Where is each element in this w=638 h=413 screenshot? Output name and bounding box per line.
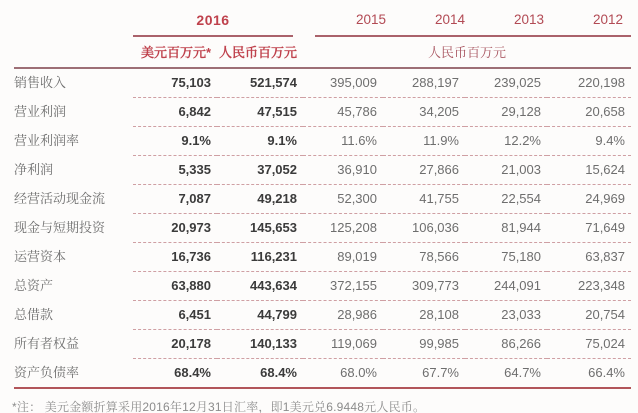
row-label: 现金与短期投资 xyxy=(14,220,106,235)
row-label: 总借款 xyxy=(14,307,54,322)
cell-value: 16,736 xyxy=(133,243,217,272)
cell-value: 28,108 xyxy=(383,301,465,330)
cell-value: 34,205 xyxy=(383,98,465,127)
cell-value: 20,973 xyxy=(133,214,217,243)
cell-value: 68.4% xyxy=(174,365,211,380)
cell-value: 86,266 xyxy=(465,330,547,359)
cell-value: 9.4% xyxy=(547,127,631,156)
cell-value: 145,653 xyxy=(217,214,303,243)
cell-value: 68.4% xyxy=(260,365,297,380)
cell-value: 15,624 xyxy=(547,156,631,185)
row-label: 经营活动现金流 xyxy=(14,191,106,206)
cell-value: 125,208 xyxy=(303,214,383,243)
cell-value: 6,842 xyxy=(133,98,217,127)
cell-value: 29,128 xyxy=(465,98,547,127)
column-group-2016: 2016 xyxy=(133,8,293,37)
cell-value: 67.7% xyxy=(422,365,459,380)
year-header-2015: 2015 xyxy=(355,12,386,27)
cell-value: 11.9% xyxy=(383,127,465,156)
cell-value: 66.4% xyxy=(588,365,625,380)
header-spacer xyxy=(14,8,133,37)
cell-value: 23,033 xyxy=(465,301,547,330)
row-label: 运营资本 xyxy=(14,249,67,264)
financial-table xyxy=(14,8,631,389)
cell-value: 75,103 xyxy=(133,69,217,98)
cell-value: 119,069 xyxy=(303,330,383,359)
cell-value: 11.6% xyxy=(303,127,383,156)
column-group-prior-years xyxy=(315,8,631,37)
cell-value: 244,091 xyxy=(465,272,547,301)
cell-value: 9.1% xyxy=(217,127,303,156)
cell-value: 75,024 xyxy=(547,330,631,359)
subheader-prior-years-rmb-millions: 人民币百万元 xyxy=(427,45,506,60)
year-header-2013: 2013 xyxy=(513,12,544,27)
cell-value: 68.0% xyxy=(340,365,377,380)
cell-value: 28,986 xyxy=(303,301,383,330)
cell-value: 36,910 xyxy=(303,156,383,185)
cell-value: 7,087 xyxy=(133,185,217,214)
cell-value: 395,009 xyxy=(303,69,383,98)
cell-value: 45,786 xyxy=(303,98,383,127)
cell-value: 288,197 xyxy=(383,69,465,98)
cell-value: 89,019 xyxy=(303,243,383,272)
cell-value: 116,231 xyxy=(217,243,303,272)
row-label: 资产负债率 xyxy=(14,365,80,380)
year-header-2014: 2014 xyxy=(434,12,465,27)
cell-value: 20,178 xyxy=(133,330,217,359)
cell-value: 37,052 xyxy=(217,156,303,185)
row-label: 营业利润率 xyxy=(14,133,80,148)
cell-value: 49,218 xyxy=(217,185,303,214)
cell-value: 75,180 xyxy=(465,243,547,272)
cell-value: 63,837 xyxy=(547,243,631,272)
row-label: 营业利润 xyxy=(14,104,67,119)
exchange-rate-footnote: *注： 美元金额折算采用2016年12月31日汇率，即1美元兑6.9448元人民币。 xyxy=(12,400,426,413)
cell-value: 44,799 xyxy=(217,301,303,330)
cell-value: 47,515 xyxy=(217,98,303,127)
cell-value: 20,658 xyxy=(547,98,631,127)
cell-value: 521,574 xyxy=(217,69,303,98)
cell-value: 22,554 xyxy=(465,185,547,214)
cell-value: 239,025 xyxy=(465,69,547,98)
cell-value: 21,003 xyxy=(465,156,547,185)
cell-value: 99,985 xyxy=(383,330,465,359)
cell-value: 20,754 xyxy=(547,301,631,330)
cell-value: 41,755 xyxy=(383,185,465,214)
cell-value: 106,036 xyxy=(383,214,465,243)
cell-value: 372,155 xyxy=(303,272,383,301)
cell-value: 27,866 xyxy=(383,156,465,185)
cell-value: 52,300 xyxy=(303,185,383,214)
cell-value: 9.1% xyxy=(133,127,217,156)
cell-value: 220,198 xyxy=(547,69,631,98)
subheader-rmb-millions: 人民币百万元 xyxy=(218,45,297,60)
cell-value: 140,133 xyxy=(217,330,303,359)
cell-value: 223,348 xyxy=(547,272,631,301)
row-label: 总资产 xyxy=(14,278,54,293)
cell-value: 64.7% xyxy=(504,365,541,380)
cell-value: 443,634 xyxy=(217,272,303,301)
cell-value: 78,566 xyxy=(383,243,465,272)
cell-value: 71,649 xyxy=(547,214,631,243)
cell-value: 12.2% xyxy=(465,127,547,156)
cell-value: 6,451 xyxy=(133,301,217,330)
row-label: 销售收入 xyxy=(14,75,67,90)
year-header-2012: 2012 xyxy=(592,12,623,27)
subheader-usd-millions: 美元百万元* xyxy=(140,45,211,60)
cell-value: 63,880 xyxy=(133,272,217,301)
cell-value: 309,773 xyxy=(383,272,465,301)
cell-value: 24,969 xyxy=(547,185,631,214)
row-label: 所有者权益 xyxy=(14,336,80,351)
row-label: 净利润 xyxy=(14,162,54,177)
cell-value: 81,944 xyxy=(465,214,547,243)
cell-value: 5,335 xyxy=(133,156,217,185)
